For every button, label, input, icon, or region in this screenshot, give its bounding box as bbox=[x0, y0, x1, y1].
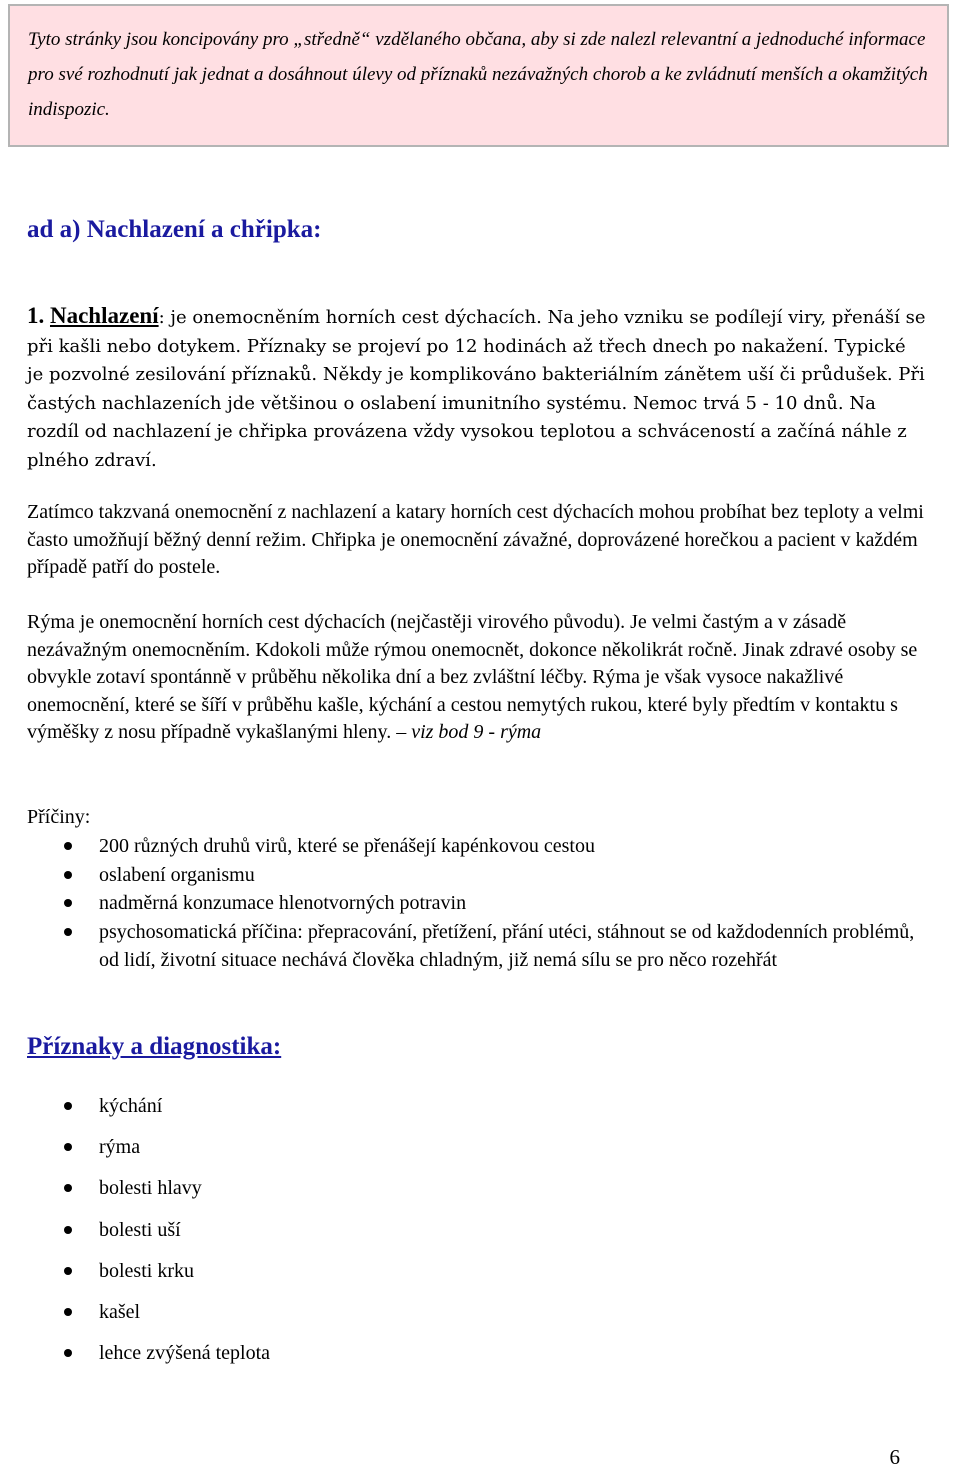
list-item: oslabení organismu bbox=[0, 861, 940, 890]
list-item: 200 různých druhů virů, které se přenášejí kapénkovou cestou bbox=[0, 832, 940, 861]
causes-list bbox=[0, 832, 940, 975]
cold-text: : je onemocněním horních cest dýchacích. Na jeho vzniku se podílejí viry, přenáší se při kašli nebo dotykem. Příznaky se projeví po 12 hodinách až třech dnech po nakažení. Typické je pozvolné zesilování příznaků. Někdy je komplikováno bakteriálním zánětem uší či průdušek. Při častých nachlazeních jde většinou o oslabení imunitního systému. Nemoc trvá 5 - 10 dnů. Na rozdíl od nachlazení je chřipka provázena vždy vysokou teplotou a schváceností a začíná náhle z plného zdraví. bbox=[27, 307, 926, 471]
intro-notice-box bbox=[8, 4, 949, 147]
bullet-icon bbox=[64, 1184, 72, 1192]
bullet-icon bbox=[64, 1267, 72, 1275]
symptoms-heading: Příznaky a diagnostika: bbox=[27, 1033, 282, 1060]
bullet-icon bbox=[64, 871, 72, 879]
bullet-icon bbox=[64, 1143, 72, 1151]
bullet-icon bbox=[64, 1349, 72, 1357]
cross-reference: viz bod 9 - rýma bbox=[411, 721, 542, 743]
cold-paragraph bbox=[27, 302, 927, 475]
paragraph-cold-vs-flu: Zatímco takzvaná onemocnění z nachlazení a katary horních cest dýchacích mohou probíhat bez teploty a velmi často umožňují běžný denní režim. Chřipka je onemocnění závažné, doprovázené horečkou a pacient v každém případě patří do postele. bbox=[27, 501, 924, 578]
list-item: kašel bbox=[0, 1298, 940, 1339]
page-number: 6 bbox=[889, 1445, 900, 1469]
section-heading: ad a) Nachlazení a chřipka: bbox=[27, 216, 322, 243]
cold-term: Nachlazení bbox=[49, 303, 159, 328]
list-item: lehce zvýšená teplota bbox=[0, 1339, 940, 1380]
list-item: bolesti uší bbox=[0, 1216, 940, 1257]
list-item: bolesti hlavy bbox=[0, 1174, 940, 1215]
symptoms-list bbox=[0, 1092, 940, 1380]
list-item: kýchání bbox=[0, 1092, 940, 1133]
bullet-icon bbox=[64, 899, 72, 907]
runny-nose-text: Rýma je onemocnění horních cest dýchacích (nejčastěji virového původu). Je velmi častým a v zásadě nezávažným onemocněním. Kdokoli může rýmou onemocnět, dokonce několikrát ročně. Jinak zdravé osoby se obvykle zotaví spontánně v průběhu několika dní a bez zvláštní léčby. Rýma je však vysoce nakažlivé onemocnění, které se šíří v průběhu kašle, kýchání a cestou nemytých rukou, které byly předtím v kontaktu s výměšky z nosu případně vykašlanými hleny. bbox=[27, 611, 918, 743]
bullet-icon bbox=[64, 1102, 72, 1110]
list-item: nadměrná konzumace hlenotvorných potravin bbox=[0, 889, 940, 918]
intro-notice-text: Tyto stránky jsou koncipovány pro „středně“ vzdělaného občana, aby si zde nalezl relevantní a jednoduché informace pro své rozhodnutí jak jednat a dosáhnout úlevy od příznaků nezávažných chorob a ke zvládnutí menších a okamžitých indispozic. bbox=[28, 29, 928, 120]
reference-dash: – bbox=[391, 721, 412, 743]
causes-label: Příčiny: bbox=[27, 806, 91, 828]
list-item: psychosomatická příčina: přepracování, přetížení, přání utéci, stáhnout se od každodenních problémů, od lidí, životní situace nechává člověka chladným, již nemá sílu se pro něco rozehřát bbox=[0, 918, 919, 975]
bullet-icon bbox=[64, 928, 72, 936]
cold-number: 1. bbox=[27, 303, 45, 328]
bullet-icon bbox=[64, 842, 72, 850]
bullet-icon bbox=[64, 1308, 72, 1316]
list-item: bolesti krku bbox=[0, 1257, 940, 1298]
list-item: rýma bbox=[0, 1133, 940, 1174]
bullet-icon bbox=[64, 1226, 72, 1234]
paragraph-runny-nose bbox=[27, 609, 927, 747]
